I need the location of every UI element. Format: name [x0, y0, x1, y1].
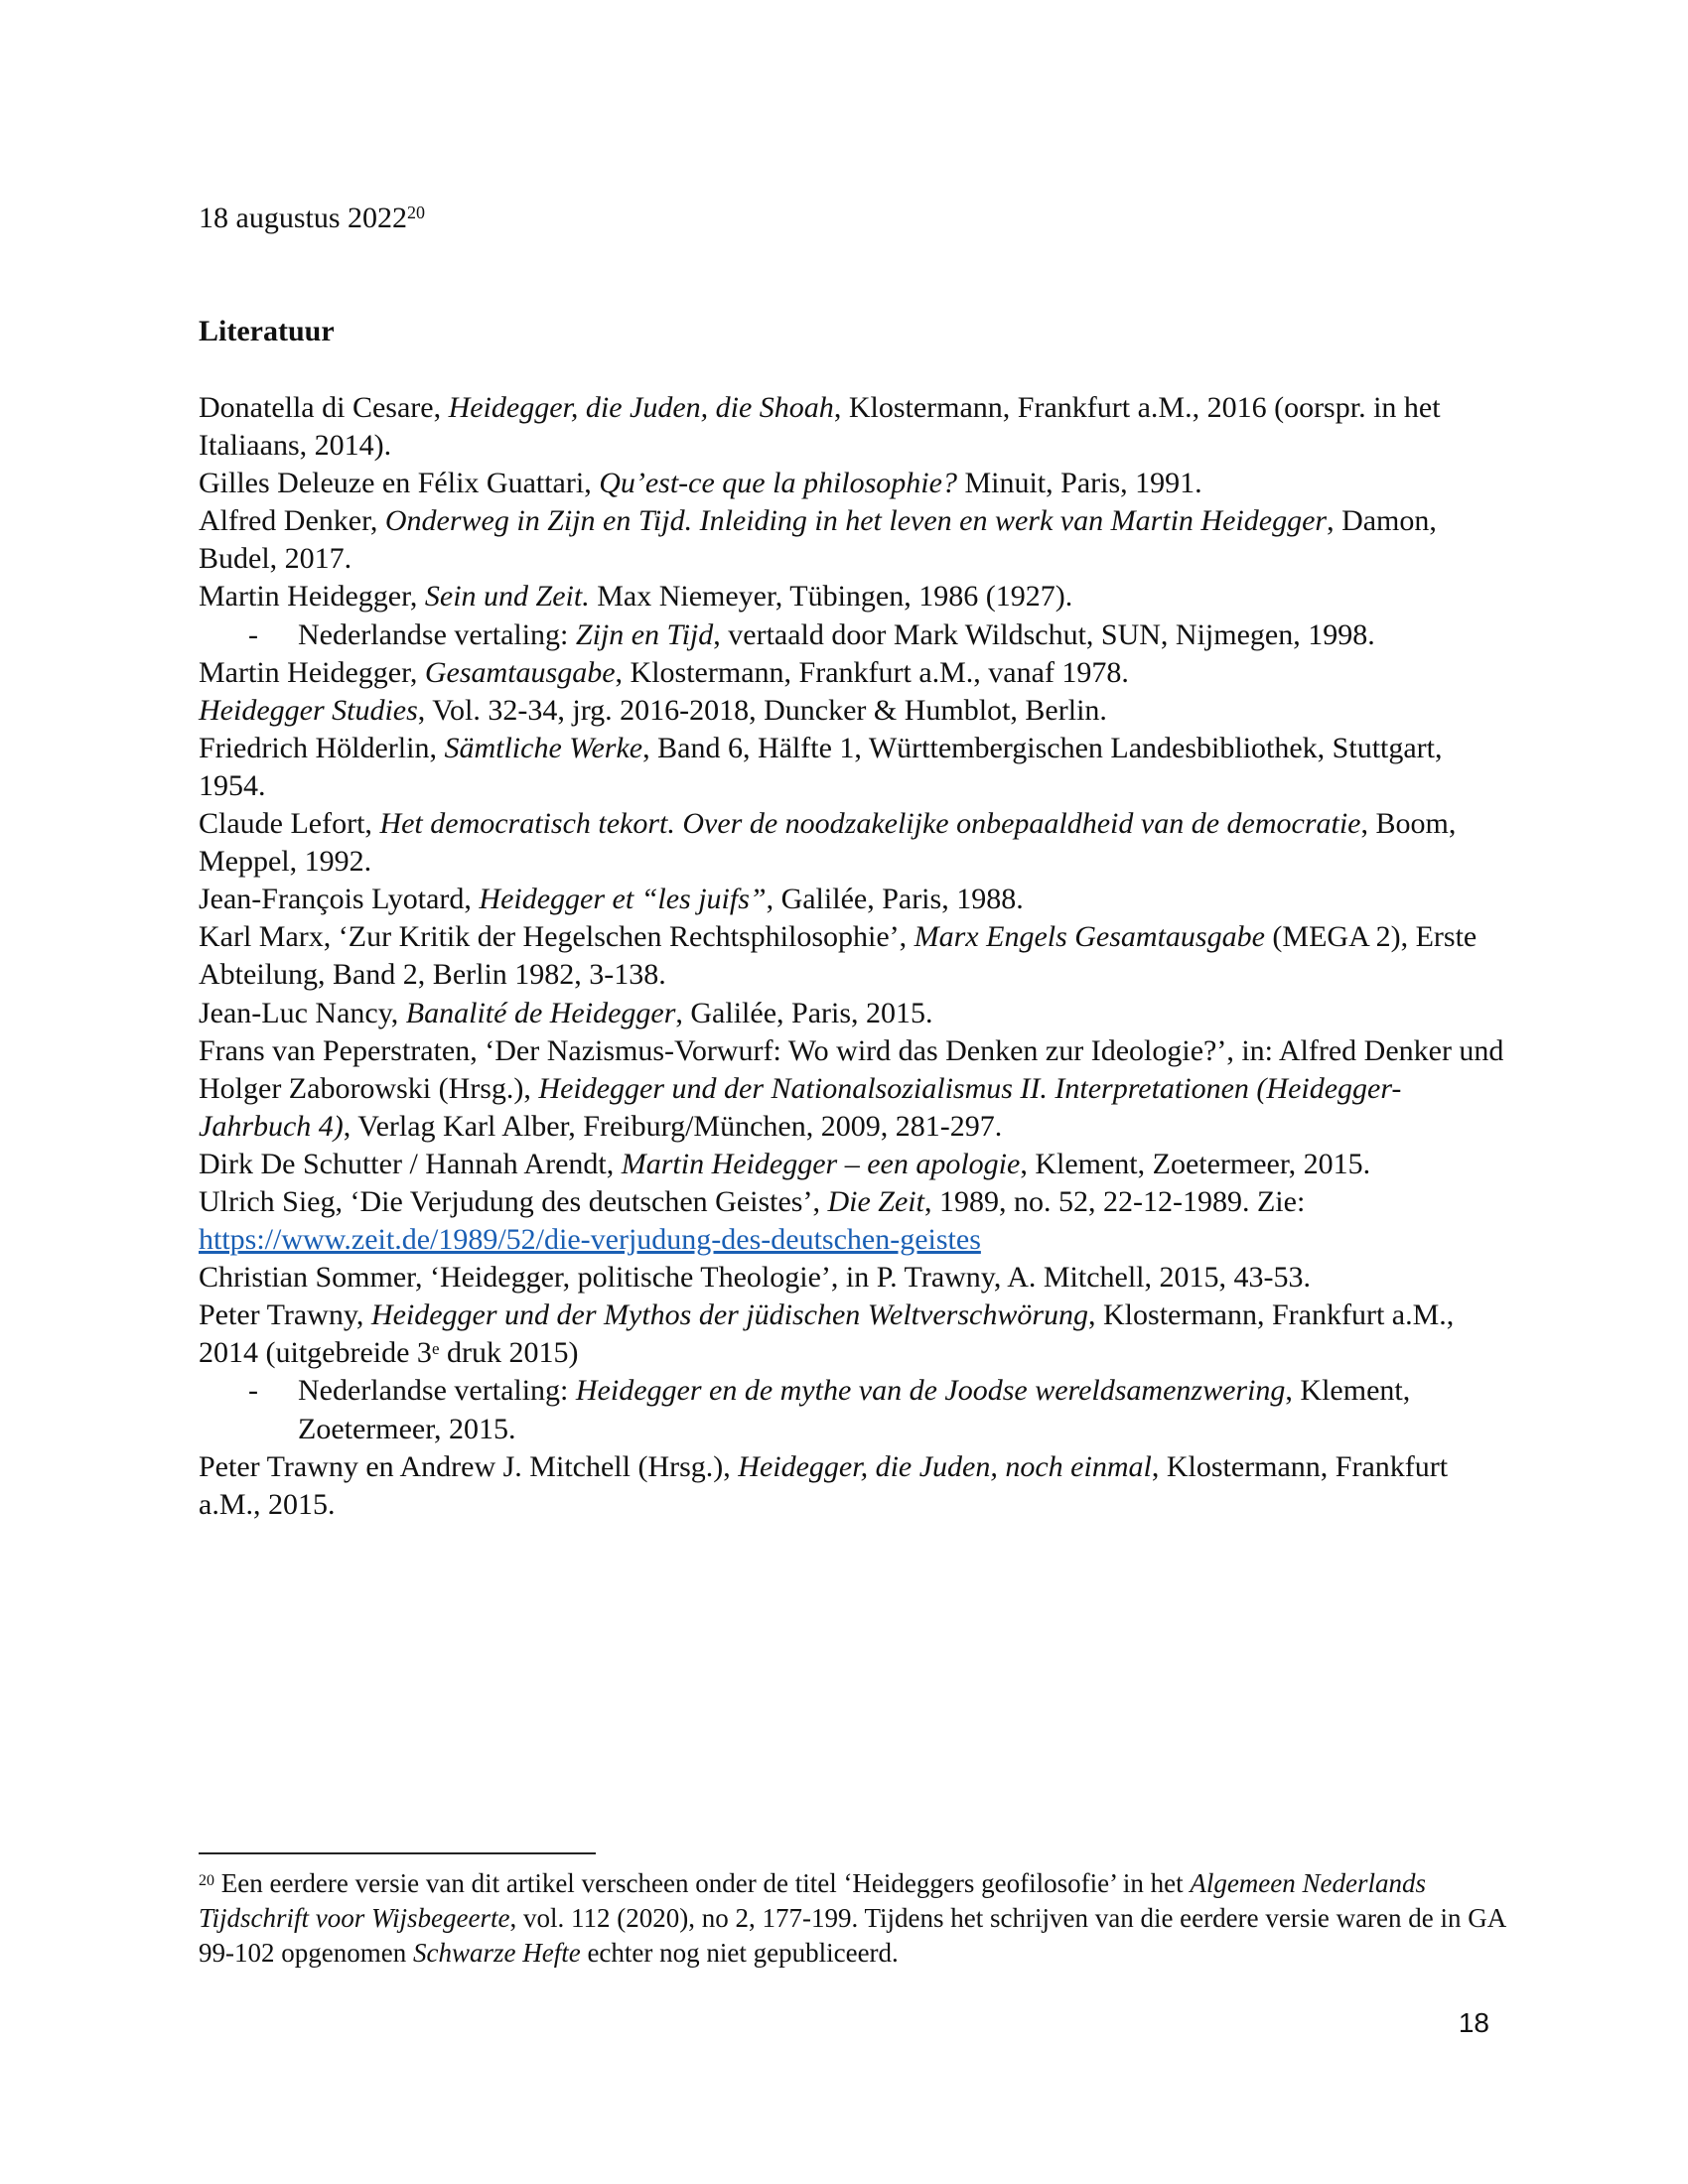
footnote-separator [199, 1852, 596, 1854]
work-title: Martin Heidegger – een apologie [621, 1147, 1021, 1180]
work-title: Banalité de Heidegger [405, 996, 676, 1029]
page-number: 18 [1458, 2007, 1489, 2038]
bibliography-entry: Alfred Denker, Onderweg in Zijn en Tijd. Inleiding in het leven en werk van Martin Heidegger, Damon, Budel, 2017. [199, 504, 1437, 576]
work-title: Sein und Zeit. [424, 580, 590, 614]
footnote-number: 20 [199, 1872, 214, 1889]
list-dash: - [248, 617, 258, 651]
work-title: Schwarze Hefte [412, 1938, 581, 1968]
footnote-ref-marker[interactable]: 20 [407, 203, 425, 222]
bibliography-entry: Peter Trawny, Heidegger und der Mythos der jüdischen Weltverschwörung, Klostermann, Frankfurt a.M., 2014 (uitgebreide 3e druk 2015) [199, 1298, 1455, 1370]
section-heading: Literatuur [199, 315, 335, 347]
bibliography-entry: Claude Lefort, Het democratisch tekort. Over de noodzakelijke onbepaaldheid van de democratie, Boom, Meppel, 1992. [199, 807, 1457, 879]
work-title: Heidegger et “les juifs” [479, 883, 767, 916]
work-title: Qu’est-ce que la philosophie? [599, 467, 957, 500]
bibliography-entry: Martin Heidegger, Sein und Zeit. Max Niemeyer, Tübingen, 1986 (1927). [199, 580, 1073, 614]
work-title: Heidegger Studies [199, 693, 418, 727]
bibliography-entry: Jean-François Lyotard, Heidegger et “les juifs”, Galilée, Paris, 1988. [199, 883, 1024, 916]
list-dash: - [248, 1374, 258, 1408]
date-line [199, 199, 425, 238]
bibliography-entry: Donatella di Cesare, Heidegger, die Juden, die Shoah, Klostermann, Frankfurt a.M., 2016 (oorspr. in het Italiaans, 2014). [199, 391, 1441, 463]
work-title: Heidegger und der Nationalsozialismus II. Interpretationen (Heidegger-Jahrbuch 4) [199, 1071, 1402, 1143]
work-title: Sämtliche Werke [444, 731, 643, 764]
bibliography-entry: Martin Heidegger, Gesamtausgabe, Klostermann, Frankfurt a.M., vanaf 1978. [199, 655, 1129, 689]
bibliography-entry: Peter Trawny en Andrew J. Mitchell (Hrsg.), Heidegger, die Juden, noch einmal, Klostermann, Frankfurt a.M., 2015. [199, 1449, 1449, 1521]
bibliography-entry: Christian Sommer, ‘Heidegger, politische Theologie’, in P. Trawny, A. Mitchell, 2015, 43-53. [199, 1261, 1311, 1295]
work-title: Heidegger, die Juden, noch einmal [738, 1449, 1152, 1483]
bibliography-subentry: - Nederlandse vertaling: Zijn en Tijd, vertaald door Mark Wildschut, SUN, Nijmegen, 1998. [199, 616, 1509, 654]
bibliography-subentry: - Nederlandse vertaling: Heidegger en de mythe van de Joodse wereldsamenzwering, Klement, Zoetermeer, 2015. [248, 1374, 1411, 1445]
bibliography-entry: Jean-Luc Nancy, Banalité de Heidegger, Galilée, Paris, 2015. [199, 996, 933, 1029]
date-text: 18 augustus 2022 [199, 202, 407, 234]
bibliography-entry: Gilles Deleuze en Félix Guattari, Qu’est-ce que la philosophie? Minuit, Paris, 1991. [199, 467, 1202, 500]
bibliography-entry: Ulrich Sieg, ‘Die Verjudung des deutschen Geistes’, Die Zeit, 1989, no. 52, 22-12-1989. Zie: https://www.zeit.de/1989/52/die-verjudung-des-deutschen-geistes [199, 1184, 1306, 1257]
zeit-article-link[interactable]: https://www.zeit.de/1989/52/die-verjudung-des-deutschen-geistes [199, 1223, 981, 1257]
bibliography-list [199, 389, 1509, 1524]
work-title: Onderweg in Zijn en Tijd. Inleiding in het leven en werk van Martin Heidegger [384, 504, 1328, 538]
ordinal-superscript: e [431, 1339, 440, 1359]
work-title: Heidegger, die Juden, die Shoah [448, 391, 834, 424]
work-title: Die Zeit [827, 1184, 924, 1218]
work-title: Heidegger en de mythe van de Joodse wereldsamenzwering [575, 1374, 1286, 1408]
bibliography-entry: Dirk De Schutter / Hannah Arendt, Martin Heidegger – een apologie, Klement, Zoetermeer, 2015. [199, 1147, 1371, 1180]
bibliography-entry: Heidegger Studies, Vol. 32-34, jrg. 2016-2018, Duncker & Humblot, Berlin. [199, 693, 1107, 727]
footnote: $^{20}$ Een eerdere versie van dit artikel verscheen onder de titel ‘Heideggers geofilosofie’ in het Algemeen Nederlands Tijdschrift voor Wijsbegeerte, vol. 112 (2020), no 2, 177-199. Tijdens het schrijven van die eerdere versie waren de in GA 99-102 opgenomen Schwarze Hefte echter nog niet gepubliceerd. [199, 1868, 1505, 1968]
work-title: Marx Engels Gesamtausgabe [914, 920, 1265, 954]
bibliography-entry: Karl Marx, ‘Zur Kritik der Hegelschen Rechtsphilosophie’, Marx Engels Gesamtausgabe (MEGA 2), Erste Abteilung, Band 2, Berlin 1982, 3-138. [199, 920, 1477, 992]
work-title: Gesamtausgabe [424, 655, 616, 689]
journal-title: Algemeen Nederlands Tijdschrift voor Wijsbegeerte [199, 1868, 1427, 1933]
work-title: Zijn en Tijd [575, 617, 714, 651]
bibliography-entry: Friedrich Hölderlin, Sämtliche Werke, Band 6, Hälfte 1, Württembergischen Landesbibliothek, Stuttgart, 1954. [199, 731, 1443, 802]
bibliography-entry: Frans van Peperstraten, ‘Der Nazismus-Vorwurf: Wo wird das Denken zur Ideologie?’, in: Alfred Denker und Holger Zaborowski (Hrsg.), Heidegger und der Nationalsozialismus II. Interpretationen (Heidegger-Jahrbuch 4), Verlag Karl Alber, Freiburg/München, 2009, 281-297. [199, 1033, 1504, 1143]
work-title: Het democratisch tekort. Over de noodzakelijke onbepaaldheid van de democratie [379, 807, 1361, 841]
work-title: Heidegger und der Mythos der jüdischen Weltverschwörung [370, 1298, 1089, 1332]
